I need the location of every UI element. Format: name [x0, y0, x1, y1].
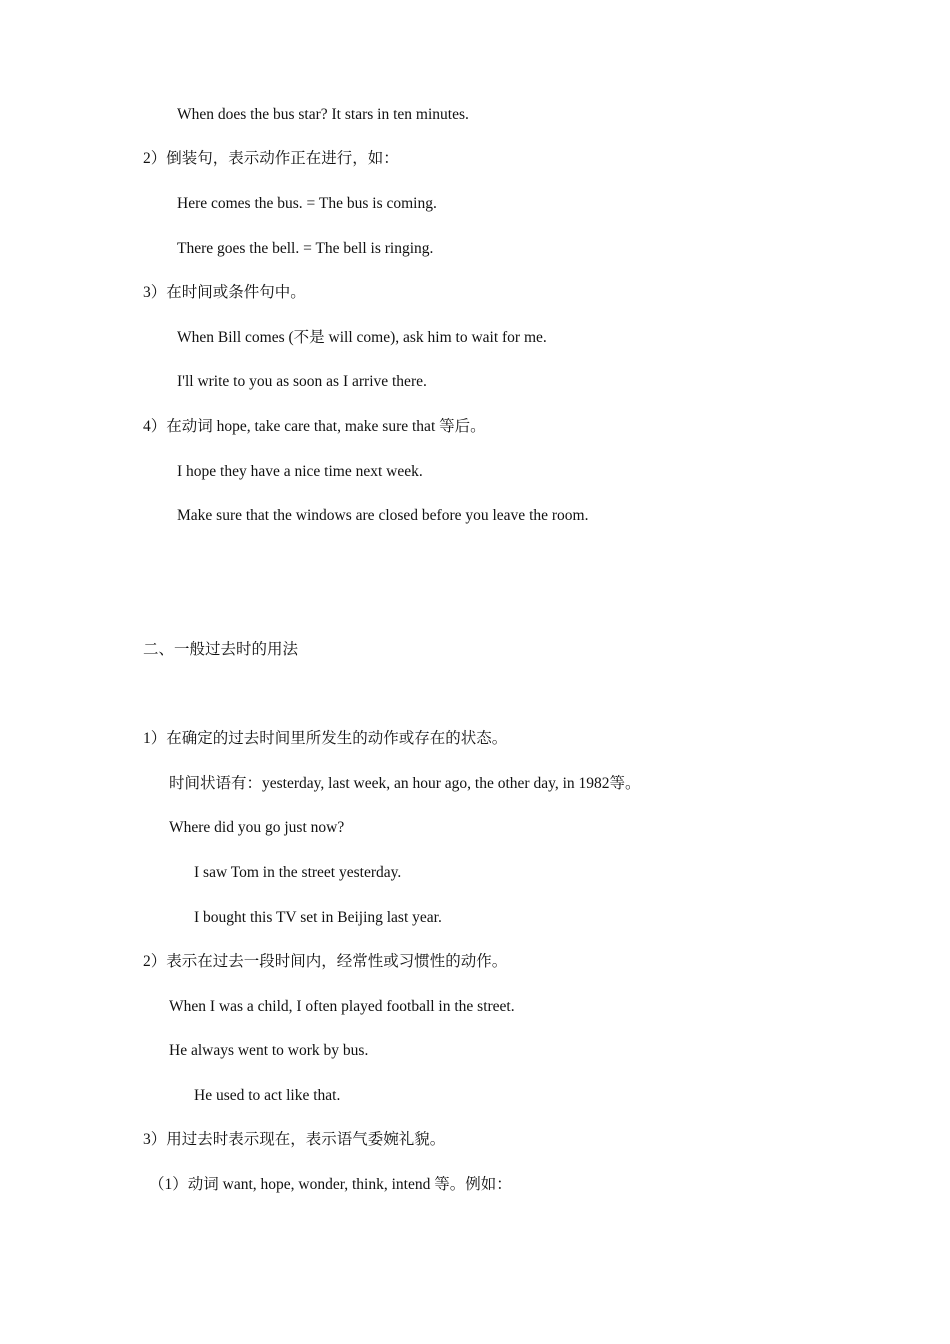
example-sentence: I hope they have a nice time next week.: [177, 463, 423, 480]
rule-item: 1）在确定的过去时间里所发生的动作或存在的状态。: [143, 730, 508, 747]
rule-item: 2）倒装句，表示动作正在进行，如：: [143, 150, 399, 167]
example-sentence: He used to act like that.: [194, 1087, 341, 1104]
example-sentence: I bought this TV set in Beijing last year.: [194, 909, 442, 926]
time-adverbials: 时间状语有：yesterday, last week, an hour ago, the other day, in 1982等。: [169, 775, 641, 792]
sub-rule-item: （1）动词 want, hope, wonder, think, intend 等。例如：: [149, 1176, 512, 1193]
section-heading: 二、一般过去时的用法: [143, 641, 299, 658]
example-sentence: When I was a child, I often played football in the street.: [169, 998, 515, 1015]
example-sentence: Where did you go just now?: [169, 819, 345, 836]
example-sentence: Here comes the bus. = The bus is coming.: [177, 195, 437, 212]
example-sentence: I'll write to you as soon as I arrive there.: [177, 373, 427, 390]
example-sentence: There goes the bell. = The bell is ringing.: [177, 240, 434, 257]
rule-item: 4）在动词 hope, take care that, make sure that 等后。: [143, 418, 486, 435]
example-sentence: He always went to work by bus.: [169, 1042, 369, 1059]
rule-item: 3）在时间或条件句中。: [143, 284, 306, 301]
example-sentence: I saw Tom in the street yesterday.: [194, 864, 402, 881]
example-sentence: Make sure that the windows are closed before you leave the room.: [177, 507, 589, 524]
example-sentence: When Bill comes (不是 will come), ask him to wait for me.: [177, 329, 547, 346]
rule-item: 3）用过去时表示现在，表示语气委婉礼貌。: [143, 1131, 446, 1148]
example-sentence: When does the bus star? It stars in ten minutes.: [177, 106, 469, 123]
rule-item: 2）表示在过去一段时间内，经常性或习惯性的动作。: [143, 953, 508, 970]
